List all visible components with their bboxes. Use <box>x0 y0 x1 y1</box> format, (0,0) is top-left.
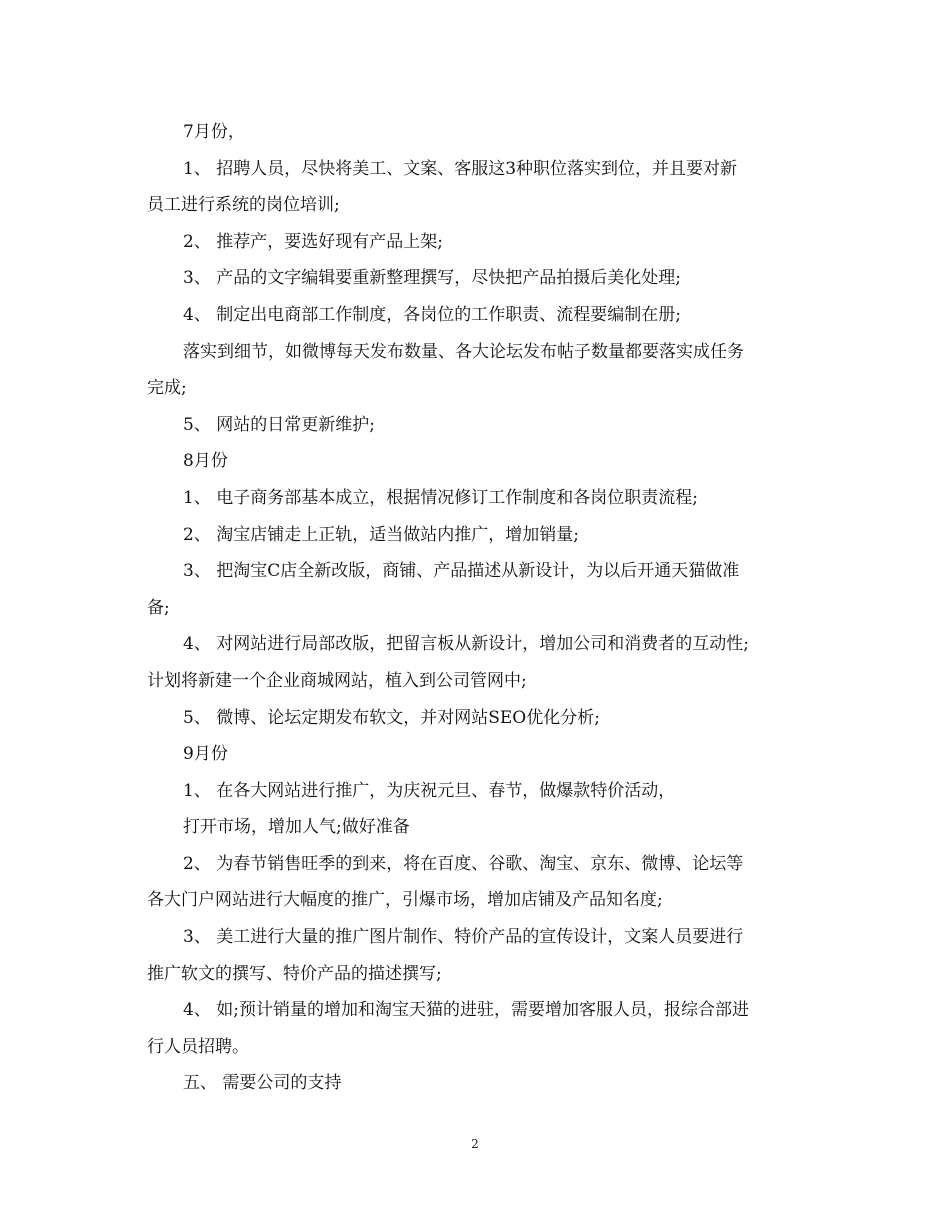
text-line: 落实到细节，如微博每天发布数量、各大论坛发布帖子数量都要落实成任务 <box>183 341 744 362</box>
text-line: 3、 把淘宝C店全新改版，商铺、产品描述从新设计，为以后开通天猫做准 <box>183 561 740 582</box>
text-line: 5、 微博、论坛定期发布软文，并对网站SEO优化分析; <box>183 707 600 728</box>
document-body <box>147 114 812 1102</box>
text-line: 推广软文的撰写、特价产品的描述撰写; <box>147 963 442 984</box>
text-line: 4、 制定出电商部工作制度，各岗位的工作职责、流程要编制在册; <box>183 304 681 325</box>
text-line: 7月份， <box>183 122 245 142</box>
page-number: 2 <box>471 1137 479 1151</box>
text-line: 2、 为春节销售旺季的到来，将在百度、谷歌、淘宝、京东、微博、论坛等 <box>183 853 744 874</box>
text-line: 3、 美工进行大量的推广图片制作、特价产品的宣传设计，文案人员要进行 <box>183 927 744 948</box>
text-line: 5、 网站的日常更新维护; <box>183 414 375 435</box>
text-line: 8月份 <box>183 451 228 472</box>
text-line: 打开市场，增加人气;做好准备 <box>183 817 410 838</box>
text-line: 4、 对网站进行局部改版，把留言板从新设计，增加公司和消费者的互动性; <box>183 634 749 655</box>
text-line: 4、 如;预计销量的增加和淘宝天猫的进驻，需要增加客服人员，报综合部进 <box>183 1000 749 1021</box>
text-line: 3、 产品的文字编辑要重新整理撰写，尽快把产品拍摄后美化处理; <box>183 268 681 289</box>
text-line: 行人员招聘。 <box>147 1036 249 1057</box>
text-line: 2、 淘宝店铺走上正轨，适当做站内推广，增加销量; <box>183 524 579 545</box>
text-line: 1、 招聘人员，尽快将美工、文案、客服这3种职位落实到位，并且要对新 <box>183 158 738 179</box>
text-line: 备; <box>147 597 170 618</box>
text-line: 完成; <box>147 378 187 399</box>
text-line: 员工进行系统的岗位培训; <box>147 195 340 216</box>
text-line: 1、 在各大网站进行推广，为庆祝元旦、春节，做爆款特价活动， <box>183 780 676 801</box>
text-line: 计划将新建一个企业商城网站，植入到公司管网中; <box>147 670 527 691</box>
text-line: 五、 需要公司的支持 <box>183 1073 342 1094</box>
text-line: 9月份 <box>183 744 228 765</box>
text-line: 各大门户网站进行大幅度的推广，引爆市场，增加店铺及产品知名度; <box>147 890 663 911</box>
text-line: 2、 推荐产，要选好现有产品上架; <box>183 231 443 252</box>
text-line: 1、 电子商务部基本成立，根据情况修订工作制度和各岗位职责流程; <box>183 487 698 508</box>
